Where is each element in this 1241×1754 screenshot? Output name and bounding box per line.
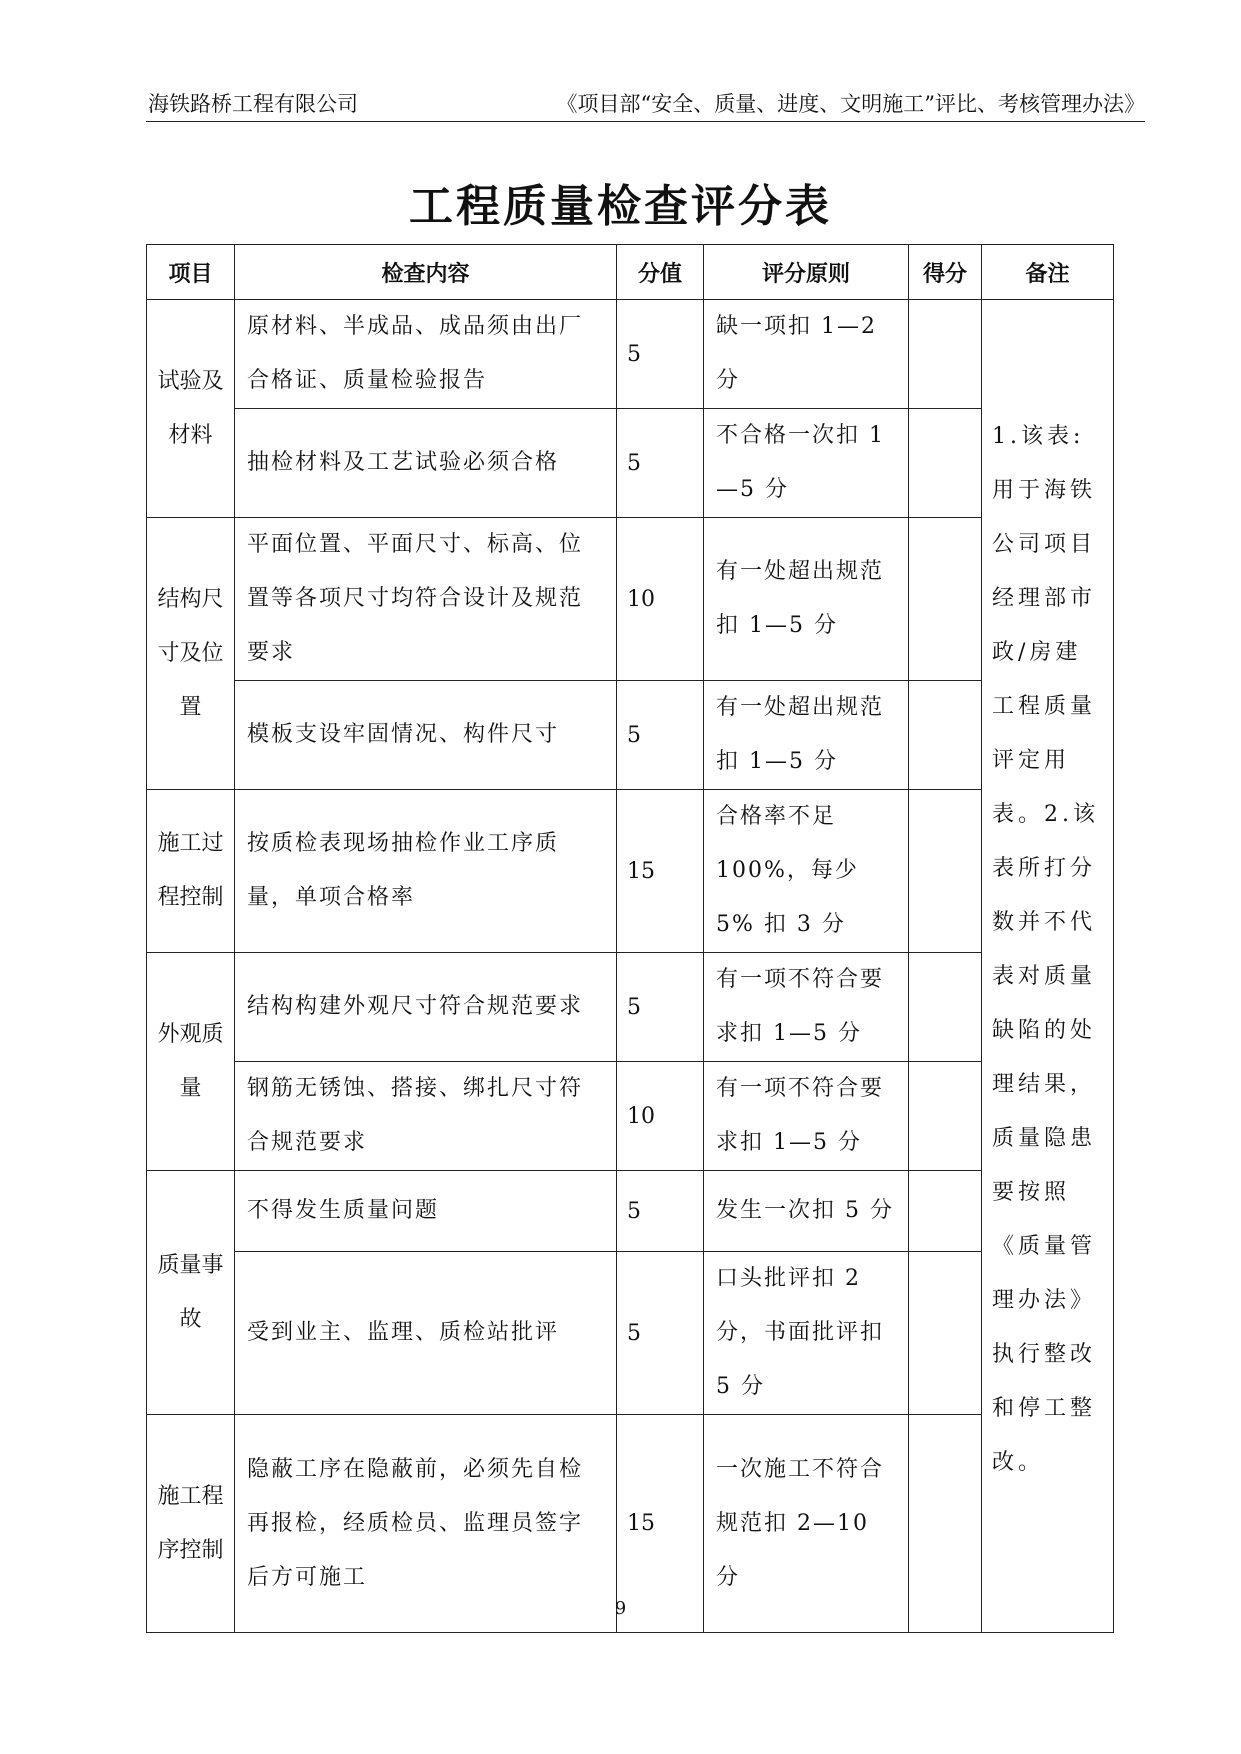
scoring-rule: 有一处超出规范扣 1—5 分 bbox=[704, 681, 909, 790]
table-row bbox=[147, 953, 1114, 1062]
scoring-rule: 有一项不符合要求扣 1—5 分 bbox=[704, 953, 909, 1062]
table-row bbox=[147, 1171, 1114, 1252]
scoring-rule: 合格率不足 100%，每少 5% 扣 3 分 bbox=[704, 790, 909, 953]
group-name: 试验及材料 bbox=[147, 300, 235, 518]
points-cell[interactable] bbox=[909, 409, 982, 518]
points-cell[interactable] bbox=[909, 300, 982, 409]
check-content: 隐蔽工序在隐蔽前，必须先自检再报检，经质检员、监理员签字后方可施工 bbox=[235, 1415, 617, 1633]
points-cell[interactable] bbox=[909, 1171, 982, 1252]
table-row bbox=[147, 518, 1114, 681]
check-content: 钢筋无锈蚀、搭接、绑扎尺寸符合规范要求 bbox=[235, 1062, 617, 1171]
group-name: 外观质量 bbox=[147, 953, 235, 1171]
page-title: 工程质量检查评分表 bbox=[409, 181, 832, 232]
col-header-item: 项目 bbox=[147, 245, 235, 300]
points-cell[interactable] bbox=[909, 1252, 982, 1415]
check-content: 按质检表现场抽检作业工序质量，单项合格率 bbox=[235, 790, 617, 953]
check-content: 不得发生质量问题 bbox=[235, 1171, 617, 1252]
score-value: 5 bbox=[617, 1171, 704, 1252]
col-header-rule: 评分原则 bbox=[704, 245, 909, 300]
score-value: 5 bbox=[617, 681, 704, 790]
points-cell[interactable] bbox=[909, 953, 982, 1062]
table-row bbox=[147, 790, 1114, 953]
table-header-row bbox=[147, 245, 1114, 300]
table-row bbox=[147, 681, 1114, 790]
table-row bbox=[147, 1252, 1114, 1415]
score-value: 10 bbox=[617, 1062, 704, 1171]
score-value: 15 bbox=[617, 790, 704, 953]
check-content: 抽检材料及工艺试验必须合格 bbox=[235, 409, 617, 518]
group-name: 施工过程控制 bbox=[147, 790, 235, 953]
header-doc-title: 《项目部“安全、质量、进度、文明施工”评比、考核管理办法》 bbox=[556, 92, 1145, 116]
table-row bbox=[147, 409, 1114, 518]
scoring-rule: 发生一次扣 5 分 bbox=[704, 1171, 909, 1252]
score-value: 5 bbox=[617, 1252, 704, 1415]
score-value: 5 bbox=[617, 953, 704, 1062]
header-divider bbox=[146, 121, 1145, 122]
points-cell[interactable] bbox=[909, 518, 982, 681]
score-value: 5 bbox=[617, 300, 704, 409]
scoring-rule: 有一处超出规范扣 1—5 分 bbox=[704, 518, 909, 681]
scoring-rule: 口头批评扣 2 分，书面批评扣 5 分 bbox=[704, 1252, 909, 1415]
scoring-rule: 有一项不符合要求扣 1—5 分 bbox=[704, 1062, 909, 1171]
score-value: 10 bbox=[617, 518, 704, 681]
group-name: 施工程序控制 bbox=[147, 1415, 235, 1633]
table-row bbox=[147, 300, 1114, 409]
group-name: 质量事故 bbox=[147, 1171, 235, 1415]
remarks: 1.该表:用于海铁公司项目经理部市政/房建工程质量评定用表。2.该表所打分数并不代表对质量缺陷的处理结果，质量隐患要按照《质量管理办法》执行整改和停工整改。 bbox=[982, 300, 1114, 1633]
col-header-points: 得分 bbox=[909, 245, 982, 300]
check-content: 平面位置、平面尺寸、标高、位置等各项尺寸均符合设计及规范要求 bbox=[235, 518, 617, 681]
points-cell[interactable] bbox=[909, 1062, 982, 1171]
check-content: 受到业主、监理、质检站批评 bbox=[235, 1252, 617, 1415]
scoring-rule: 不合格一次扣 1—5 分 bbox=[704, 409, 909, 518]
col-header-score: 分值 bbox=[617, 245, 704, 300]
table-row bbox=[147, 1062, 1114, 1171]
col-header-note: 备注 bbox=[982, 245, 1114, 300]
check-content: 结构构建外观尺寸符合规范要求 bbox=[235, 953, 617, 1062]
score-table bbox=[146, 244, 1114, 1633]
score-value: 15 bbox=[617, 1415, 704, 1633]
scoring-rule: 一次施工不符合规范扣 2—10 分 bbox=[704, 1415, 909, 1633]
header-company: 海铁路桥工程有限公司 bbox=[148, 92, 358, 116]
check-content: 原材料、半成品、成品须由出厂合格证、质量检验报告 bbox=[235, 300, 617, 409]
points-cell[interactable] bbox=[909, 790, 982, 953]
page-number: 9 bbox=[614, 1598, 627, 1619]
score-value: 5 bbox=[617, 409, 704, 518]
check-content: 模板支设牢固情况、构件尺寸 bbox=[235, 681, 617, 790]
points-cell[interactable] bbox=[909, 681, 982, 790]
scoring-rule: 缺一项扣 1—2 分 bbox=[704, 300, 909, 409]
group-name: 结构尺寸及位置 bbox=[147, 518, 235, 790]
col-header-content: 检查内容 bbox=[235, 245, 617, 300]
